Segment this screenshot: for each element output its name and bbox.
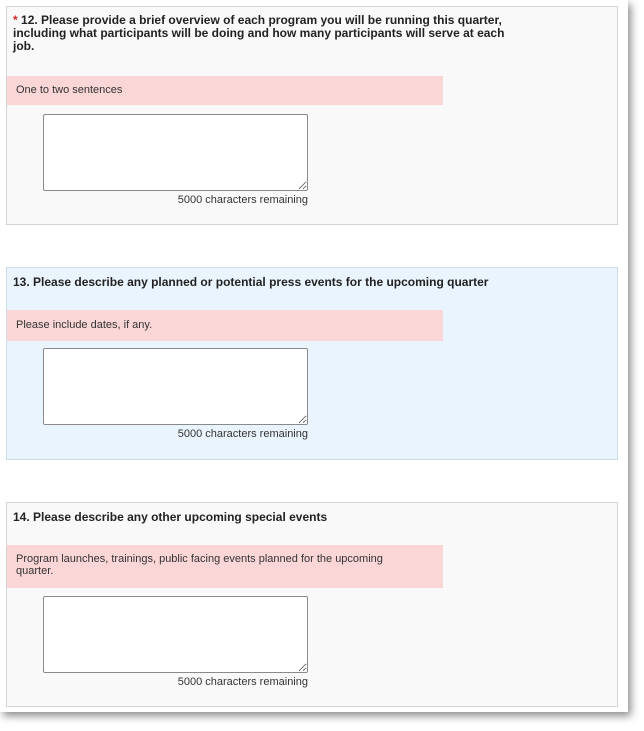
question-14 — [6, 502, 618, 707]
answer-textarea[interactable] — [43, 596, 308, 673]
question-12 — [6, 6, 618, 225]
question-hint: Please include dates, if any. — [7, 310, 443, 341]
characters-remaining: 5000 characters remaining — [177, 194, 308, 206]
question-text: 14. Please describe any other upcoming special events — [13, 510, 328, 524]
answer-textarea[interactable] — [43, 114, 308, 191]
question-text: 13. Please describe any planned or potential press events for the upcoming quarter — [13, 275, 489, 289]
question-title — [13, 276, 523, 289]
answer-textarea[interactable] — [43, 348, 308, 425]
question-text: 12. Please provide a brief overview of each program you will be running this quarter, including what participants will be doing and how many participants will serve at each job. — [13, 13, 505, 53]
characters-remaining: 5000 characters remaining — [177, 428, 308, 440]
question-title — [13, 511, 523, 524]
required-marker: * — [13, 13, 18, 27]
characters-remaining: 5000 characters remaining — [177, 676, 308, 688]
question-hint: One to two sentences — [7, 76, 443, 105]
question-title — [13, 14, 523, 53]
question-hint: Program launches, trainings, public facing events planned for the upcoming quarter. — [7, 545, 443, 588]
question-13 — [6, 267, 618, 460]
